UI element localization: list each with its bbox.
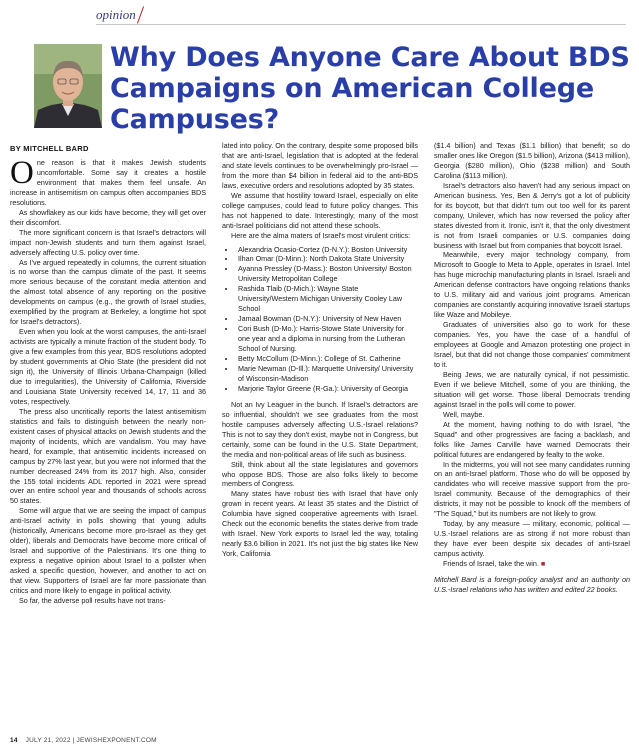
article-paragraph: Not an Ivy Leaguer in the bunch. If Israel's detractors are so influential, shouldn't we see graduates from the most hostile campuses adversely affecting U.S.-Israel relations? This is not to say they don't exist, maybe not in Congress, but certainly, some can be found in the U.S. State Department, the media and non-political areas of life such as business. [222, 399, 418, 459]
footer-text: JULY 21, 2022 | JEWISHEXPONENT.COM [25, 737, 157, 744]
article-paragraph: As showflakey as our kids have become, they will get over their discomfort. [10, 207, 206, 227]
closing-paragraph: Friends of Israel, take the win. ■ [443, 559, 546, 569]
author-bio: Mitchell Bard is a foreign-policy analyst and an authority on U.S.-Israel relations who has written and edited 22 books. [434, 574, 630, 594]
article-paragraph: We assume that hostility toward Israel, especially on elite college campuses, could lead to future policy changes. This has not happened to date. Interestingly, many of the most anti-Israel politicians did not attend these schools. [222, 190, 418, 230]
list-item: • Marjorie Taylor Greene (R-Ga.): University of Georgia [236, 384, 418, 394]
article-paragraph: Being Jews, we are naturally cynical, if not pessimistic. Even if we believe Mitchell, some of you are thinking, the situation will get worse. Those liberal Democrats trending against Israel in the polls will come to power. [434, 369, 630, 409]
critics-list [222, 245, 418, 394]
article-paragraph: One reason is that it makes Jewish students uncomfortable. Some say it creates a hostile environment that makes them feel unsafe. An increase in antisemitism on campus often accompanies BDS resolutions. [10, 155, 206, 207]
article-paragraph: The press also uncritically reports the latest antisemitism statistics and fails to distinguish between the nearly non-existent cases of physical attacks on Jewish students and the majority of incidents, which are vandalism. You may have heard, for example, that antisemitic incidents increased on campus by 27% last year, but you were not informed that the number decreased 24% from its 2017 high. Also, consider the 155 total incidents ADL reported in 2021 were spread over an entire school year and thousands of schools across 50 states. [10, 406, 206, 506]
list-item: • Betty McCollum (D-Minn.): College of St. Catherine [236, 354, 418, 364]
header-rule [96, 24, 626, 25]
author-photo [34, 44, 102, 128]
list-item: • Alexandria Ocasio-Cortez (D-N.Y.): Boston University [236, 245, 418, 255]
article-paragraph: At the moment, having nothing to do with Israel, "the Squad" and other progressives are facing a backlash, and folks like James Carville have warned Democrats their political futures are endangered by fealty to the woke. [434, 419, 630, 459]
drop-cap: O [10, 155, 34, 191]
article-paragraph: Today, by any measure — military, economic, political — U.S.-Israel relations are as strong if not more robust than they have ever been despite six decades of anti-Israel campus activity. [434, 519, 630, 559]
list-item: • Ilhan Omar (D-Minn.): North Dakota State University [236, 254, 418, 264]
article-paragraph: Many states have robust ties with Israel that have only grown in recent years. At least 35 states and the District of Columbia have signed cooperative agreements with Israel. Check out the economic benefits the states derive from trade with Israel. New York exports to Israel led the way, totaling nearly $3.6 billion in 2021. It's not just the big states like New York, California [222, 489, 418, 559]
section-slash [137, 6, 144, 23]
article-paragraph: lated into policy. On the contrary, despite some proposed bills that are anti-Israel, legislation that is adopted at the federal and state levels continues to be overwhelmingly pro-Israel — from the more than $4 billion in federal aid to the anti-BDS laws, executive orders and resolutions adopted by 35 states. [222, 141, 418, 190]
section-name: opinion [96, 7, 136, 22]
article-paragraph: Still, think about all the state legislatures and governors who oppose BDS. Those are also folks likely to become members of Congress. [222, 459, 418, 489]
page-number: 14 [10, 737, 18, 744]
page-footer [10, 737, 157, 744]
column-2 [222, 141, 418, 559]
article-paragraph: ($1.4 billion) and Texas ($1.1 billion) that benefit; so do smaller ones like Oregon ($1.5 billion), Arizona ($413 million), Georgia ($280 million), Ohio ($238 million) and South Carolina ($113 million). [434, 141, 630, 180]
column-1 [10, 144, 206, 606]
article-paragraph: Here are the alma maters of Israel's most virulent critics: [231, 230, 411, 240]
headline: Why Does Anyone Care About BDS Campaigns on American College Campuses? [110, 42, 630, 135]
byline: BY MITCHELL BARD [10, 144, 89, 153]
column-3 [434, 141, 630, 595]
article-paragraph: Even when you look at the worst campuses, the anti-Israel activists are typically a minute fraction of the student body. To give a few examples from this year, BDS resolutions adopted by student governments at Ohio State (the president did not sign it), the University of Illinois Urbana-Champaign (killed due to irregularities), the University of California, Riverside and Louisiana State University received 14, 17, 11 and 36 votes, respectively. [10, 327, 206, 406]
article-paragraph: As I've argued repeatedly in columns, the current situation is no worse than the campus climate of the past. It seems more serious because of the constant media attention and the almost total absence of any reporting on the positive developments on campus (e.g., the growth of Israel studies, exemplified by the program at Berkeley, a longtime hot spot for Israel's detractors). [10, 257, 206, 327]
article-paragraph: Meanwhile, every major technology company, from Microsoft to Google to Meta to Apple, operates in Israel. Intel has huge microchip manufacturing plants in Israel. Israeli and American defense contractors have ongoing relations thanks to U.S. military aid and various joint programs. American companies are constantly acquiring innovative Israeli startups like Waze and Mobileye. [434, 250, 630, 320]
article-paragraph: So far, the adverse poll results have not trans- [19, 595, 166, 605]
section-label [96, 6, 141, 24]
list-item: • Jamaal Bowman (D-N.Y.): University of New Haven [236, 314, 418, 324]
article-paragraph: In the midterms, you will not see many candidates running on an anti-Israel platform. Those who do will be opposed by candidates who will receive massive support from the pro-Israel community. Because of the demographics of their districts, it may not be possible to knock off the members of "The Squad," but its numbers are not likely to grow. [434, 459, 630, 519]
list-item: • Cori Bush (D-Mo.): Harris-Stowe State University for one year and a diploma in nursing from the Lutheran School of Nursing. [236, 324, 418, 354]
article-paragraph: Israel's detractors also haven't had any serious impact on American business. Yes, Ben & Jerry's got a lot of publicity for its boycott, but that didn't turn out too well for its parent company, Unilever, which has now reversed the policy after states divested from it. Ironic, isn't it, that the only divestment is not from Israeli companies or U.S. companies doing business with Israel but from companies that boycott Israel. [434, 180, 630, 250]
end-mark-icon: ■ [540, 559, 546, 569]
article-paragraph: Some will argue that we are seeing the impact of campus anti-Israel activity in polls showing that young adults (historically, Americans become more pro-Israel as they get older), liberals and Democrats have become more critical of Israel and supportive of the Palestinians. It's one thing to express a negative opinion about Israel to a pollster when asked a specific question, however, and another to act on that view. Supporters of Israel are far more passionate than critics and more likely to engage in political activity. [10, 506, 206, 595]
list-item: • Rashida Tlaib (D-Mich.): Wayne State University/Western Michigan University Cooley Law School [236, 284, 418, 314]
article-paragraph: Graduates of universities also go to work for these companies. Yes, you have the case of a handful of employees at Google and Amazon protesting one project in Israel, but that did not change those companies' commitment to it. [434, 320, 630, 369]
article-paragraph: Well, maybe. [443, 409, 485, 419]
list-item: • Marie Newman (D-Ill.): Marquette University/ University of Wisconsin-Madison [236, 364, 418, 384]
article-paragraph: The more significant concern is that Israel's detractors will impact non-Jewish students and turn them against Israel, adversely affecting U.S. policy over time. [10, 227, 206, 257]
list-item: • Ayanna Pressley (D-Mass.): Boston University/ Boston University Metropolitan College [236, 264, 418, 284]
